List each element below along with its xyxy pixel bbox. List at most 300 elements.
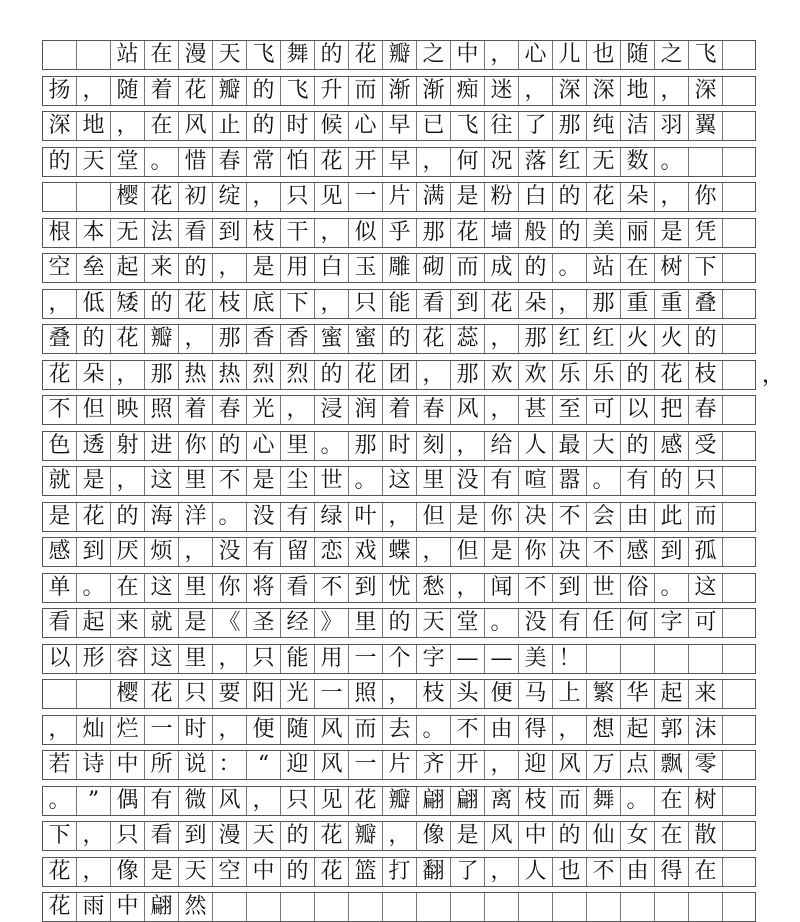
grid-cell: 枝 xyxy=(417,680,451,708)
grid-cell: ， xyxy=(213,716,247,744)
grid-cell: 干 xyxy=(281,219,315,247)
grid-cell: ， xyxy=(485,751,519,779)
grid-cell: 不 xyxy=(553,503,587,531)
grid-cell xyxy=(723,361,757,389)
grid-cell: ， xyxy=(111,467,145,495)
grid-cell: 闻 xyxy=(485,574,519,602)
grid-cell: ， xyxy=(417,538,451,566)
grid-cell: 飘 xyxy=(655,751,689,779)
grid-cell: 到 xyxy=(451,290,485,318)
grid-cell: 不 xyxy=(451,716,485,744)
grid-cell: 以 xyxy=(43,645,77,673)
grid-cell: 般 xyxy=(519,219,553,247)
grid-cell: 花 xyxy=(349,41,383,69)
grid-cell: 到 xyxy=(179,822,213,850)
grid-cell: 时 xyxy=(179,716,213,744)
grid-cell: 。 xyxy=(417,716,451,744)
grid-cell: 恋 xyxy=(315,538,349,566)
grid-cell: 的 xyxy=(655,467,689,495)
grid-cell: 只 xyxy=(247,645,281,673)
grid-cell: 花 xyxy=(587,183,621,211)
grid-cell: 浸 xyxy=(315,396,349,424)
grid-cell: ， xyxy=(655,77,689,105)
grid-cell: 漫 xyxy=(179,41,213,69)
grid-cell: 随 xyxy=(621,41,655,69)
grid-cell: 光 xyxy=(247,396,281,424)
grid-cell: 深 xyxy=(43,112,77,140)
grid-cell xyxy=(723,893,757,921)
grid-row xyxy=(42,786,756,816)
grid-cell: 中 xyxy=(247,858,281,886)
grid-cell: 你 xyxy=(689,183,723,211)
grid-cell: 尘 xyxy=(281,467,315,495)
grid-cell: 天 xyxy=(247,822,281,850)
grid-cell: 把 xyxy=(655,396,689,424)
grid-cell: 叠 xyxy=(689,290,723,318)
grid-cell: 的 xyxy=(43,148,77,176)
grid-cell: 的 xyxy=(213,432,247,460)
grid-cell: ， xyxy=(315,219,349,247)
grid-cell: 枝 xyxy=(213,290,247,318)
grid-cell: 花 xyxy=(485,290,519,318)
grid-cell xyxy=(587,645,621,673)
grid-cell: 花 xyxy=(43,858,77,886)
grid-cell: 叠 xyxy=(43,325,77,353)
grid-cell: 中 xyxy=(451,41,485,69)
grid-cell: 人 xyxy=(519,858,553,886)
grid-cell: 诗 xyxy=(77,751,111,779)
grid-cell: ， xyxy=(43,716,77,744)
grid-cell: 了 xyxy=(451,858,485,886)
grid-cell: 感 xyxy=(43,538,77,566)
grid-cell: 那 xyxy=(587,290,621,318)
grid-cell: 况 xyxy=(485,148,519,176)
grid-cell: 而 xyxy=(349,716,383,744)
grid-cell: 的 xyxy=(315,361,349,389)
grid-cell: 止 xyxy=(213,112,247,140)
grid-cell xyxy=(723,787,757,815)
grid-cell: ， xyxy=(383,822,417,850)
grid-cell xyxy=(723,432,757,460)
grid-cell: 只 xyxy=(281,183,315,211)
grid-cell: 。 xyxy=(621,787,655,815)
grid-cell: 乐 xyxy=(553,361,587,389)
grid-cell: 没 xyxy=(213,538,247,566)
grid-cell: 照 xyxy=(145,396,179,424)
grid-cell: 玉 xyxy=(349,254,383,282)
grid-cell: 不 xyxy=(315,574,349,602)
grid-cell: 往 xyxy=(485,112,519,140)
grid-cell: 春 xyxy=(689,396,723,424)
grid-cell: 树 xyxy=(655,254,689,282)
grid-cell: 洋 xyxy=(179,503,213,531)
grid-cell: 来 xyxy=(111,609,145,637)
grid-cell: 翩 xyxy=(417,787,451,815)
grid-cell: 将 xyxy=(247,574,281,602)
grid-cell xyxy=(349,893,383,921)
grid-cell: 里 xyxy=(349,609,383,637)
grid-cell xyxy=(553,893,587,921)
grid-cell: 也 xyxy=(553,858,587,886)
grid-cell: ， xyxy=(383,680,417,708)
grid-cell: 愁 xyxy=(417,574,451,602)
grid-cell: 这 xyxy=(145,645,179,673)
grid-cell: 羽 xyxy=(655,112,689,140)
grid-cell: 是 xyxy=(145,858,179,886)
grid-cell: 那 xyxy=(213,325,247,353)
grid-cell: 天 xyxy=(77,148,111,176)
grid-cell: 的 xyxy=(281,858,315,886)
grid-cell: 空 xyxy=(43,254,77,282)
grid-cell: 渐 xyxy=(417,77,451,105)
grid-cell xyxy=(621,645,655,673)
grid-cell: 经 xyxy=(281,609,315,637)
grid-cell: 起 xyxy=(621,716,655,744)
grid-cell xyxy=(43,680,77,708)
grid-cell: 给 xyxy=(485,432,519,460)
grid-cell: 由 xyxy=(485,716,519,744)
grid-cell: 的 xyxy=(111,503,145,531)
grid-cell: 见 xyxy=(315,787,349,815)
grid-cell: 不 xyxy=(587,538,621,566)
grid-cell: 打 xyxy=(383,858,417,886)
grid-cell: 风 xyxy=(315,751,349,779)
grid-cell: 何 xyxy=(621,609,655,637)
grid-cell: 留 xyxy=(281,538,315,566)
grid-row xyxy=(42,360,756,390)
grid-cell: 起 xyxy=(655,680,689,708)
grid-cell: 华 xyxy=(621,680,655,708)
grid-cell: 是 xyxy=(485,538,519,566)
grid-cell: 得 xyxy=(519,716,553,744)
grid-cell: 仙 xyxy=(587,822,621,850)
grid-cell: 只 xyxy=(349,290,383,318)
grid-cell: 女 xyxy=(621,822,655,850)
grid-cell: ， xyxy=(553,290,587,318)
grid-cell: 最 xyxy=(553,432,587,460)
grid-cell: 没 xyxy=(451,467,485,495)
grid-cell: 沫 xyxy=(689,716,723,744)
grid-cell: 欢 xyxy=(485,361,519,389)
grid-cell: 欢 xyxy=(519,361,553,389)
grid-cell: 香 xyxy=(281,325,315,353)
grid-cell: 常 xyxy=(247,148,281,176)
grid-cell: 飞 xyxy=(689,41,723,69)
grid-cell xyxy=(723,467,757,495)
grid-cell: 起 xyxy=(111,254,145,282)
grid-cell: ， xyxy=(655,183,689,211)
grid-cell: 粉 xyxy=(485,183,519,211)
grid-cell: 但 xyxy=(451,538,485,566)
grid-cell: 心 xyxy=(247,432,281,460)
grid-row xyxy=(42,289,756,319)
grid-cell: 那 xyxy=(145,361,179,389)
grid-cell: 朵 xyxy=(77,361,111,389)
grid-cell: — xyxy=(485,645,519,673)
grid-cell: 离 xyxy=(485,787,519,815)
grid-cell xyxy=(723,609,757,637)
grid-cell: 是 xyxy=(451,183,485,211)
grid-cell: 砌 xyxy=(417,254,451,282)
grid-cell: 墙 xyxy=(485,219,519,247)
grid-cell: 站 xyxy=(587,254,621,282)
grid-cell: 叶 xyxy=(349,503,383,531)
grid-cell: 下 xyxy=(689,254,723,282)
grid-cell: 根 xyxy=(43,219,77,247)
grid-cell: 不 xyxy=(587,858,621,886)
grid-cell: 树 xyxy=(689,787,723,815)
grid-cell: ， xyxy=(485,325,519,353)
grid-cell xyxy=(723,822,757,850)
grid-cell: 翩 xyxy=(451,787,485,815)
grid-cell xyxy=(689,893,723,921)
grid-cell: 得 xyxy=(655,858,689,886)
grid-cell: 翼 xyxy=(689,112,723,140)
grid-cell: 有 xyxy=(485,467,519,495)
grid-cell: 而 xyxy=(451,254,485,282)
grid-cell: 然 xyxy=(179,893,213,921)
grid-cell: ， xyxy=(553,716,587,744)
grid-cell: 着 xyxy=(179,396,213,424)
grid-row xyxy=(42,715,756,745)
grid-cell: 。 xyxy=(145,148,179,176)
grid-cell: 字 xyxy=(655,609,689,637)
grid-cell: 美 xyxy=(587,219,621,247)
grid-row xyxy=(42,218,756,248)
grid-cell: 风 xyxy=(179,112,213,140)
grid-cell: 无 xyxy=(111,219,145,247)
grid-cell: 齐 xyxy=(417,751,451,779)
grid-cell: 渐 xyxy=(383,77,417,105)
grid-cell: 微 xyxy=(179,787,213,815)
grid-row xyxy=(42,821,756,851)
grid-cell: 的 xyxy=(621,432,655,460)
grid-cell: 看 xyxy=(281,574,315,602)
grid-cell: 时 xyxy=(281,112,315,140)
grid-cell: 是 xyxy=(247,467,281,495)
grid-cell: 本 xyxy=(77,219,111,247)
grid-cell xyxy=(723,751,757,779)
grid-cell: 随 xyxy=(281,716,315,744)
grid-row xyxy=(42,750,756,780)
grid-cell: 在 xyxy=(655,787,689,815)
grid-cell: 烦 xyxy=(145,538,179,566)
grid-cell: 字 xyxy=(417,645,451,673)
grid-cell xyxy=(77,680,111,708)
grid-cell: 要 xyxy=(213,680,247,708)
grid-cell: ， xyxy=(111,112,145,140)
grid-cell: 是 xyxy=(451,503,485,531)
grid-cell: 枝 xyxy=(519,787,553,815)
grid-cell: 的 xyxy=(383,325,417,353)
grid-cell: 那 xyxy=(417,219,451,247)
grid-row xyxy=(42,892,756,922)
grid-cell: ！ xyxy=(553,645,587,673)
grid-cell: 蝶 xyxy=(383,538,417,566)
grid-cell: 着 xyxy=(383,396,417,424)
grid-cell: 。 xyxy=(553,254,587,282)
grid-cell: 马 xyxy=(519,680,553,708)
grid-cell: 团 xyxy=(383,361,417,389)
grid-row xyxy=(42,644,756,674)
grid-row xyxy=(42,182,756,212)
grid-cell: 上 xyxy=(553,680,587,708)
grid-cell: 花 xyxy=(655,361,689,389)
grid-cell xyxy=(723,148,757,176)
grid-cell: ， xyxy=(417,361,451,389)
grid-cell xyxy=(315,893,349,921)
grid-cell: 。 xyxy=(655,574,689,602)
grid-cell: ， xyxy=(485,41,519,69)
grid-cell: 花 xyxy=(315,858,349,886)
grid-cell: 看 xyxy=(145,822,179,850)
grid-cell: 透 xyxy=(77,432,111,460)
grid-cell: 深 xyxy=(553,77,587,105)
grid-cell: 便 xyxy=(247,716,281,744)
grid-cell: 烈 xyxy=(281,361,315,389)
grid-cell: 花 xyxy=(77,503,111,531)
grid-cell: 万 xyxy=(587,751,621,779)
margin-comma: ， xyxy=(762,363,785,388)
grid-cell: ， xyxy=(77,77,111,105)
grid-cell: 瓣 xyxy=(213,77,247,105)
grid-cell: 香 xyxy=(247,325,281,353)
grid-cell: ， xyxy=(315,290,349,318)
grid-cell: 想 xyxy=(587,716,621,744)
grid-cell: 风 xyxy=(213,787,247,815)
grid-cell: 堂 xyxy=(451,609,485,637)
grid-cell: 能 xyxy=(383,290,417,318)
grid-cell: 红 xyxy=(553,148,587,176)
grid-cell: 天 xyxy=(213,41,247,69)
grid-cell: 是 xyxy=(179,609,213,637)
grid-cell: 的 xyxy=(553,183,587,211)
grid-cell xyxy=(723,538,757,566)
grid-cell: 有 xyxy=(553,609,587,637)
grid-cell: ： xyxy=(213,751,247,779)
grid-cell: 花 xyxy=(179,77,213,105)
grid-cell: 而 xyxy=(553,787,587,815)
grid-cell: 下 xyxy=(43,822,77,850)
grid-cell: 深 xyxy=(587,77,621,105)
grid-cell: 的 xyxy=(77,325,111,353)
grid-cell: 雨 xyxy=(77,893,111,921)
grid-cell xyxy=(281,893,315,921)
grid-cell: 着 xyxy=(145,77,179,105)
grid-cell: 到 xyxy=(553,574,587,602)
grid-cell: ， xyxy=(77,858,111,886)
grid-cell: 以 xyxy=(621,396,655,424)
grid-cell: 此 xyxy=(655,503,689,531)
grid-cell: 就 xyxy=(43,467,77,495)
grid-cell: 热 xyxy=(213,361,247,389)
grid-cell: 红 xyxy=(553,325,587,353)
grid-cell: 的 xyxy=(145,290,179,318)
grid-cell: 深 xyxy=(689,77,723,105)
grid-cell: 火 xyxy=(655,325,689,353)
grid-row xyxy=(42,573,756,603)
grid-cell: 润 xyxy=(349,396,383,424)
grid-cell: 地 xyxy=(621,77,655,105)
grid-cell: 惜 xyxy=(179,148,213,176)
grid-cell: 在 xyxy=(145,112,179,140)
grid-cell: 的 xyxy=(247,112,281,140)
grid-cell: 。 xyxy=(349,467,383,495)
grid-cell: 美 xyxy=(519,645,553,673)
grid-cell: 色 xyxy=(43,432,77,460)
grid-cell: 偶 xyxy=(111,787,145,815)
grid-cell: 已 xyxy=(417,112,451,140)
grid-cell: 到 xyxy=(655,538,689,566)
grid-cell: 头 xyxy=(451,680,485,708)
grid-cell: 的 xyxy=(553,219,587,247)
grid-cell: 之 xyxy=(655,41,689,69)
grid-cell: ， xyxy=(213,645,247,673)
grid-cell: 站 xyxy=(111,41,145,69)
grid-cell: 像 xyxy=(417,822,451,850)
grid-cell: 只 xyxy=(281,787,315,815)
grid-cell: “ xyxy=(247,751,281,779)
grid-cell: 乎 xyxy=(383,219,417,247)
grid-cell: 飞 xyxy=(247,41,281,69)
grid-cell: 起 xyxy=(77,609,111,637)
grid-cell: 风 xyxy=(485,822,519,850)
grid-row xyxy=(42,431,756,461)
grid-cell: 到 xyxy=(213,219,247,247)
grid-cell xyxy=(689,148,723,176)
grid-cell xyxy=(723,183,757,211)
grid-cell: 蕊 xyxy=(451,325,485,353)
grid-cell: 那 xyxy=(553,112,587,140)
grid-cell: 海 xyxy=(145,503,179,531)
grid-cell: 下 xyxy=(281,290,315,318)
grid-cell: 绿 xyxy=(315,503,349,531)
grid-cell: 一 xyxy=(349,645,383,673)
grid-cell: 可 xyxy=(689,609,723,637)
grid-cell: 灿 xyxy=(77,716,111,744)
grid-cell: 飞 xyxy=(451,112,485,140)
grid-cell: 。 xyxy=(315,432,349,460)
grid-cell xyxy=(451,893,485,921)
grid-cell: 落 xyxy=(519,148,553,176)
grid-cell: 在 xyxy=(145,41,179,69)
grid-cell: 开 xyxy=(451,751,485,779)
grid-cell: 迎 xyxy=(519,751,553,779)
grid-row xyxy=(42,537,756,567)
grid-cell: 里 xyxy=(281,432,315,460)
grid-cell: 。 xyxy=(213,503,247,531)
grid-cell: 不 xyxy=(213,467,247,495)
grid-cell: 就 xyxy=(145,609,179,637)
grid-cell: 没 xyxy=(247,503,281,531)
grid-cell: 花 xyxy=(145,680,179,708)
grid-cell: 了 xyxy=(519,112,553,140)
grid-cell: 厌 xyxy=(111,538,145,566)
grid-cell xyxy=(519,893,553,921)
grid-cell: 一 xyxy=(145,716,179,744)
grid-cell: 低 xyxy=(77,290,111,318)
grid-cell: 》 xyxy=(315,609,349,637)
grid-cell: 是 xyxy=(451,822,485,850)
grid-cell: 早 xyxy=(383,148,417,176)
grid-cell: — xyxy=(451,645,485,673)
grid-cell: 樱 xyxy=(111,183,145,211)
grid-cell: 朵 xyxy=(519,290,553,318)
grid-cell: 决 xyxy=(519,503,553,531)
grid-cell: 蜜 xyxy=(315,325,349,353)
grid-cell: ， xyxy=(485,396,519,424)
grid-cell: 垒 xyxy=(77,254,111,282)
